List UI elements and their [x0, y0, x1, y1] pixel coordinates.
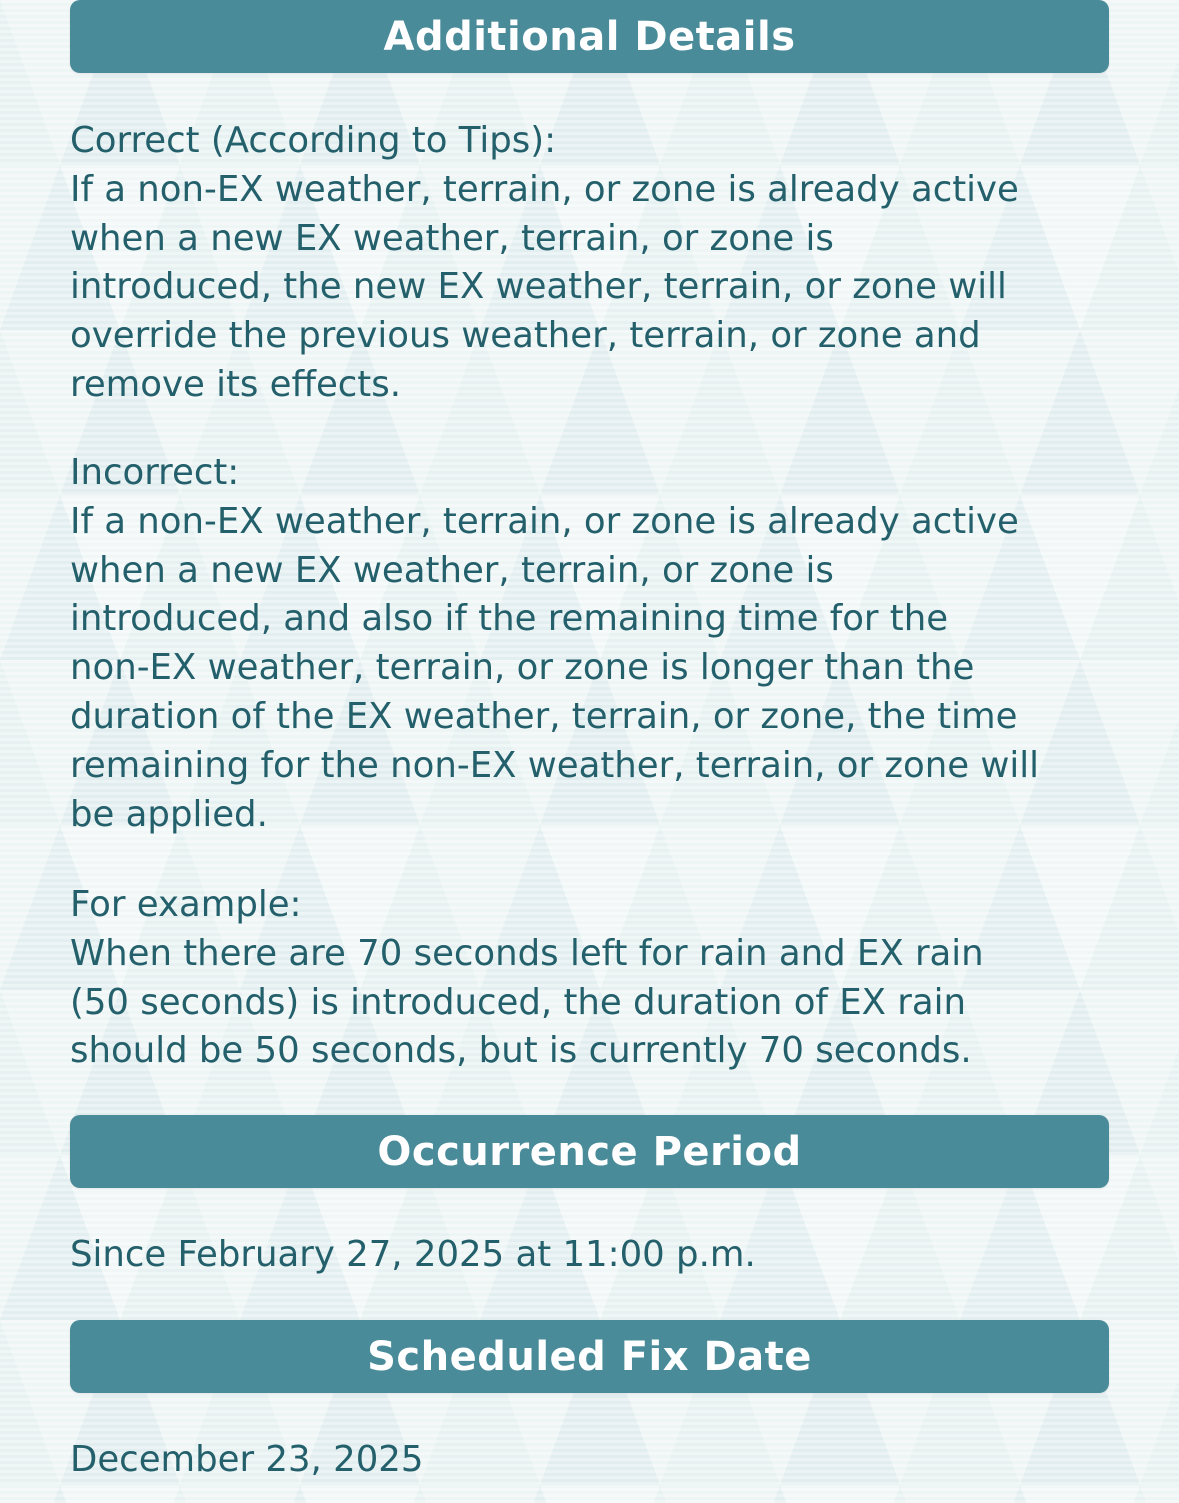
- correct-line: when a new EX weather, terrain, or zone is: [70, 217, 834, 259]
- example-line: should be 50 seconds, but is currently 70 seconds.: [70, 1030, 972, 1072]
- example-label: For example:: [70, 884, 302, 925]
- incorrect-line: be applied.: [70, 793, 268, 835]
- incorrect-line: If a non-EX weather, terrain, or zone is already active: [70, 500, 1019, 542]
- correct-line: remove its effects.: [70, 363, 402, 405]
- incorrect-line: duration of the EX weather, terrain, or zone, the time: [70, 695, 1018, 737]
- correct-line: override the previous weather, terrain, or zone and: [70, 315, 981, 357]
- occurrence-period-header: Occurrence Period: [70, 1115, 1109, 1188]
- scheduled-fix-date-text: December 23, 2025: [70, 1439, 424, 1480]
- incorrect-line: introduced, and also if the remaining time for the: [70, 598, 949, 640]
- correct-line: introduced, the new EX weather, terrain, or zone will: [70, 266, 1007, 308]
- incorrect-section: [70, 449, 1130, 839]
- correct-line: If a non-EX weather, terrain, or zone is already active: [70, 168, 1019, 210]
- correct-section: [70, 117, 1130, 410]
- incorrect-line: when a new EX weather, terrain, or zone is: [70, 549, 834, 591]
- incorrect-label: Incorrect:: [70, 452, 240, 493]
- incorrect-line: remaining for the non-EX weather, terrain, or zone will: [70, 744, 1040, 786]
- scheduled-fix-date-header: Scheduled Fix Date: [70, 1320, 1109, 1393]
- additional-details-header: Additional Details: [70, 0, 1109, 73]
- example-line: (50 seconds) is introduced, the duration of EX rain: [70, 981, 966, 1023]
- incorrect-line: non-EX weather, terrain, or zone is longer than the: [70, 647, 975, 689]
- example-line: When there are 70 seconds left for rain and EX rain: [70, 932, 984, 974]
- correct-label: Correct (According to Tips):: [70, 120, 557, 161]
- occurrence-period-text: Since February 27, 2025 at 11:00 p.m.: [70, 1234, 756, 1275]
- example-section: [70, 881, 1130, 1076]
